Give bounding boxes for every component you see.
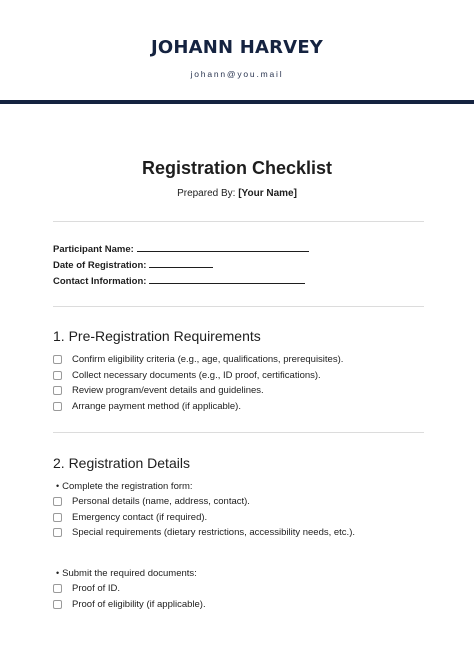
participant-name-label: Participant Name: [53,244,134,255]
participant-name-line [53,243,309,255]
bullet-icon: • [56,481,60,491]
participant-name-blank[interactable] [137,243,309,252]
checkbox[interactable] [53,600,62,609]
checkbox[interactable] [53,371,62,380]
header-email: johann@you.mail [190,69,284,79]
checklist-item-label: Collect necessary documents (e.g., ID proof, certifications). [72,369,321,381]
checkbox[interactable] [53,528,62,537]
registration-date-line [53,259,213,271]
divider [53,221,424,222]
checklist-item-label: Personal details (name, address, contact). [72,495,250,507]
contact-information-label: Contact Information: [53,276,147,287]
document-title: Registration Checklist [141,158,333,178]
checklist-item[interactable] [53,383,264,397]
contact-information-blank[interactable] [149,275,305,284]
bullet-item [56,566,197,580]
checklist-item-label: Special requirements (dietary restrictions, accessibility needs, etc.). [72,526,356,538]
checkbox[interactable] [53,402,62,411]
checklist-item[interactable] [53,399,241,413]
checkbox[interactable] [53,355,62,364]
registration-date-blank[interactable] [149,259,213,268]
checkbox[interactable] [53,584,62,593]
bullet-item-label: Submit the required documents: [62,567,197,579]
prepared-by-label: Prepared By: [177,188,236,199]
checklist-item[interactable] [53,352,343,366]
checklist-item-label: Confirm eligibility criteria (e.g., age, qualifications, prerequisites). [72,353,344,365]
checklist-item[interactable] [53,494,250,508]
prepared-by [0,188,474,199]
checklist-item[interactable] [53,510,207,524]
bullet-item-label: Complete the registration form: [62,480,193,492]
checklist-item[interactable] [53,581,120,595]
section-heading: 1. Pre-Registration Requirements [53,328,261,344]
checkbox[interactable] [53,386,62,395]
checklist-item-label: Review program/event details and guidelines. [72,384,264,396]
checklist-item[interactable] [53,525,355,539]
prepared-by-value: [Your Name] [238,188,297,199]
bullet-item [56,479,193,493]
checklist-item-label: Emergency contact (if required). [72,511,208,523]
divider [53,432,424,433]
divider [53,306,424,307]
checklist-item-label: Proof of ID. [72,582,121,594]
checkbox[interactable] [53,513,62,522]
checklist-item[interactable] [53,368,321,382]
registration-date-label: Date of Registration: [53,260,147,271]
contact-information-line [53,275,305,287]
checklist-item-label: Proof of eligibility (if applicable). [72,598,206,610]
checkbox[interactable] [53,497,62,506]
checklist-item[interactable] [53,597,206,611]
header-rule [0,100,474,104]
checklist-item-label: Arrange payment method (if applicable). [72,400,241,412]
header-name: JOHANN HARVEY [150,37,324,58]
section-heading: 2. Registration Details [53,455,190,471]
bullet-icon: • [56,568,60,578]
